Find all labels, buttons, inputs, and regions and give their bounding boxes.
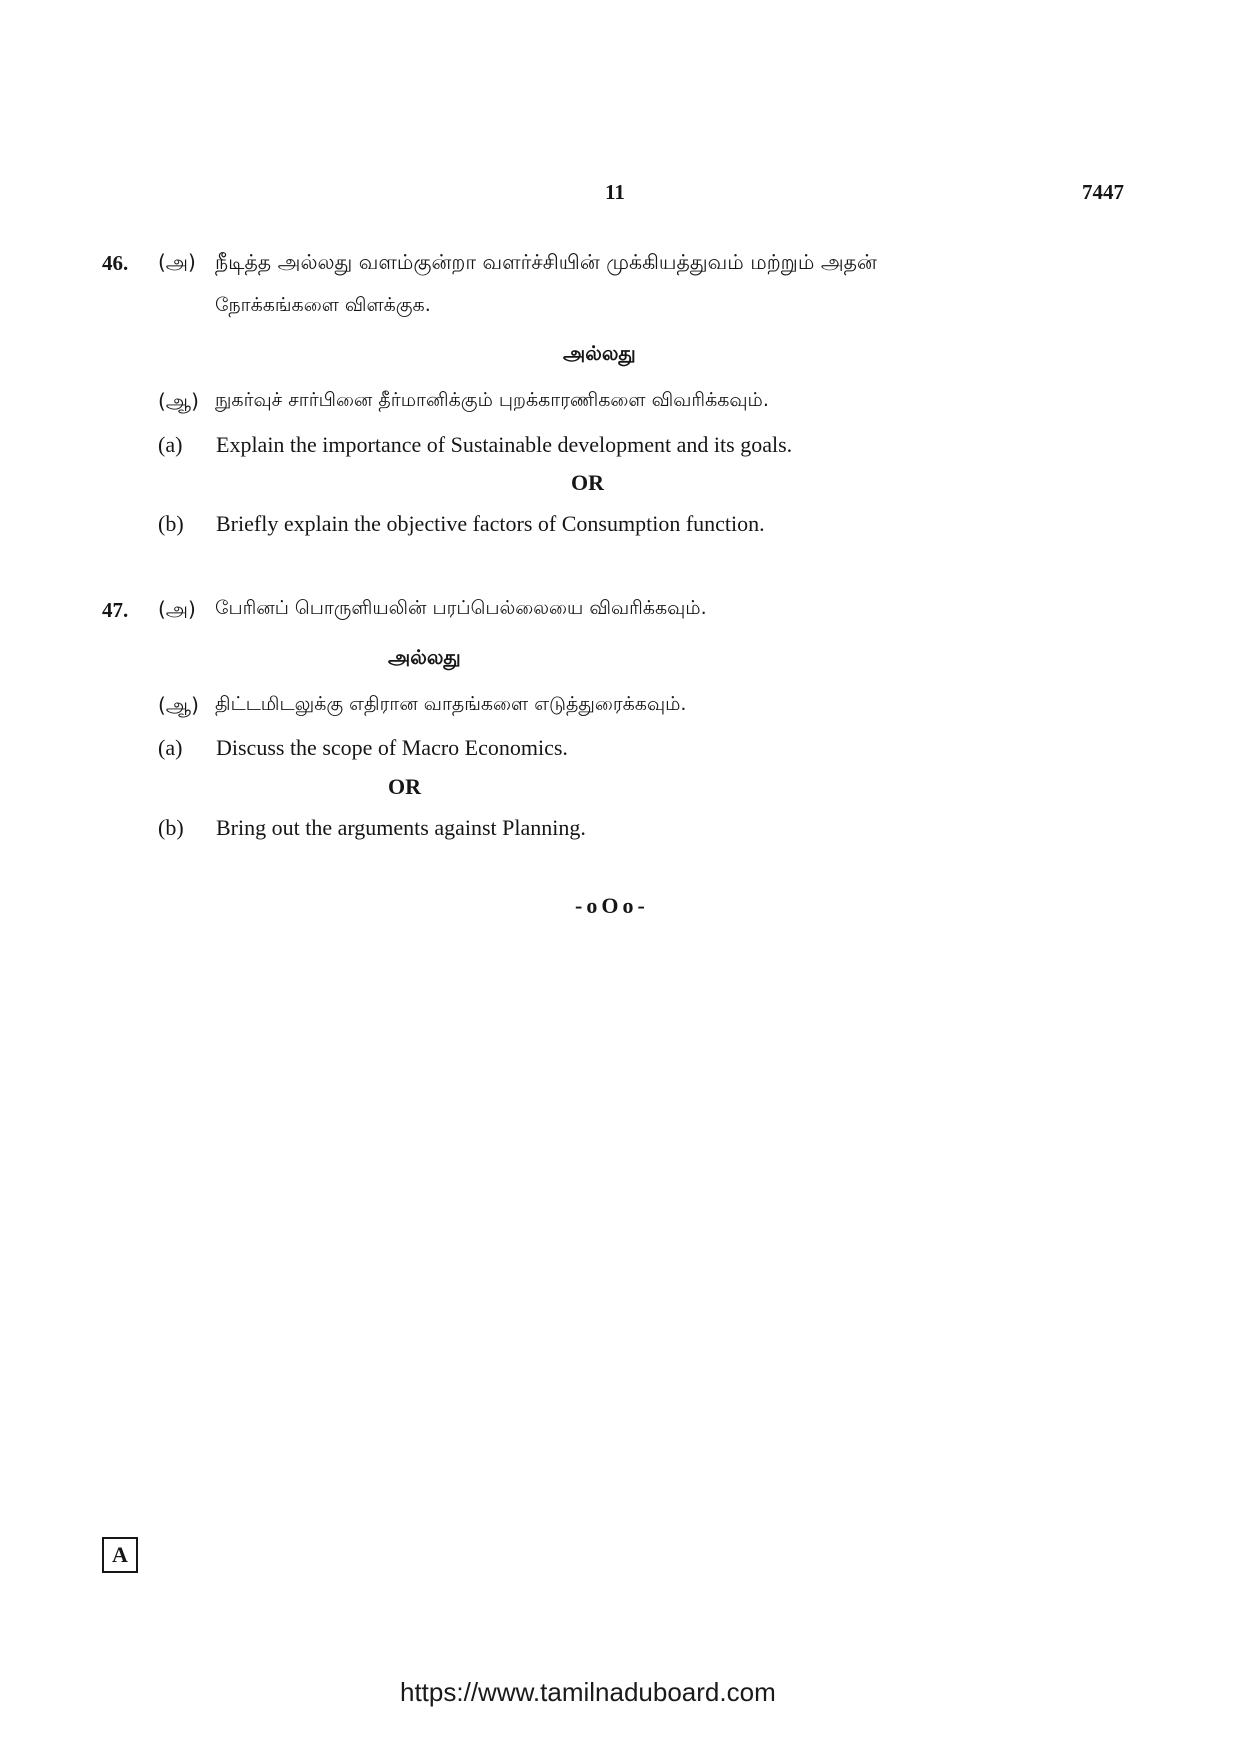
option-marker: (b) (158, 511, 184, 536)
tamil-or-separator: அல்லது (388, 645, 461, 669)
english-option-b: Briefly explain the objective factors of Consumption function. (216, 511, 765, 536)
tamil-option-b: நுகர்வுச் சார்பினை தீர்மானிக்கும் புறக்காரணிகளை விவரிக்கவும். (215, 389, 769, 411)
footer-url[interactable]: https://www.tamilnaduboard.com (400, 1677, 776, 1707)
tamil-option-a-line2: நோக்கங்களை விளக்குக. (215, 294, 431, 316)
option-marker: (a) (158, 735, 183, 760)
end-mark: -oOo- (575, 893, 649, 918)
question-number: 47. (102, 598, 129, 622)
option-marker: (அ) (158, 250, 196, 274)
option-marker: (அ) (158, 597, 196, 621)
english-or-separator: OR (388, 774, 421, 799)
version-box: A (102, 1537, 138, 1573)
english-or-separator: OR (571, 470, 604, 495)
tamil-or-separator: அல்லது (563, 341, 636, 365)
paper-code: 7447 (1082, 180, 1124, 204)
tamil-option-a-line1: பேரினப் பொருளியலின் பரப்பெல்லையை விவரிக்கவும். (215, 597, 707, 619)
english-option-a: Discuss the scope of Macro Economics. (216, 735, 568, 760)
page-number: 11 (605, 180, 625, 204)
option-marker: (b) (158, 815, 184, 840)
english-option-b: Bring out the arguments against Planning. (216, 815, 586, 840)
tamil-option-b: திட்டமிடலுக்கு எதிரான வாதங்களை எடுத்துரைக்கவும். (215, 693, 687, 715)
option-marker: (a) (158, 432, 183, 457)
english-option-a: Explain the importance of Sustainable development and its goals. (216, 432, 793, 457)
option-marker: (ஆ) (158, 389, 199, 413)
option-marker: (ஆ) (158, 693, 199, 717)
tamil-option-a-line1: நீடித்த அல்லது வளம்குன்றா வளர்ச்சியின் முக்கியத்துவம் மற்றும் அதன் (215, 250, 877, 274)
question-number: 46. (102, 251, 129, 275)
